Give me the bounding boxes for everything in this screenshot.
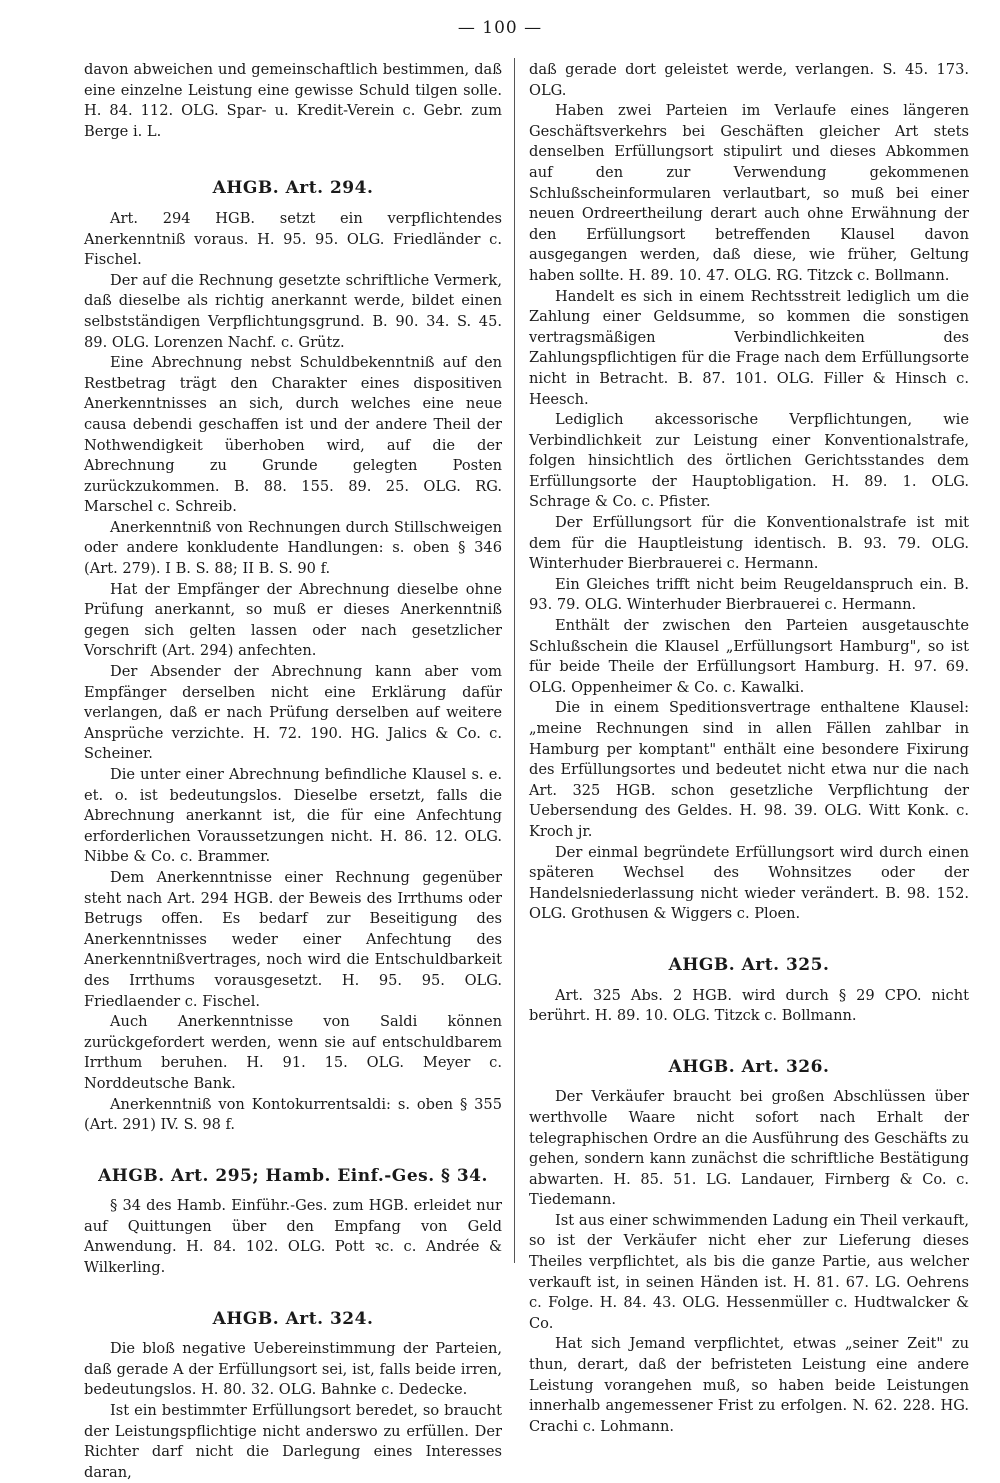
paragraph: Der auf die Rechnung gesetzte schriftliche Vermerk, daß dieselbe als richtig anerkannt werde, bildet einen selbstständigen Verpflichtungsgrund. B. 90. 34. S. 45. 89. OLG. Lorenzen Nachf. c. Grütz. <box>84 271 502 351</box>
paragraph: Ein Gleiches trifft nicht beim Reugeldanspruch ein. B. 93. 79. OLG. Winterhuder Bierbrauerei c. Hermann. <box>529 575 969 614</box>
paragraph: Hat der Empfänger der Abrechnung dieselbe ohne Prüfung anerkannt, so muß er dieses Anerkenntniß gegen sich gelten lassen oder nach gesetzlicher Vorschrift (Art. 294) anfechten. <box>84 580 502 660</box>
paragraph: Haben zwei Parteien im Verlaufe eines längeren Geschäftsverkehrs bei Geschäften gleicher Art stets denselben Erfüllungsort stipulirt und dieses Abkommen auf den zur Verwendung gekommenen Schlußscheinformularen verlautbart, so muß bei einer neuen Ordreertheilung derart auch ohne Erwähnung der den Erfüllungsort betreffenden Klausel davon ausgegangen werden, daß diese, wie früher, Geltung haben sollte. H. 89. 10. 47. OLG. RG. Titzck c. Bollmann. <box>529 102 969 284</box>
paragraph: daß gerade dort geleistet werde, verlangen. S. 45. 173. OLG. <box>529 61 969 99</box>
paragraph: Eine Abrechnung nebst Schuldbekenntniß auf den Restbetrag trägt den Charakter eines dispositiven Anerkenntnisses an sich, durch welches eine neue causa debendi geschaffen ist und der andere Theil der Nothwendigkeit überhoben wird, auf die der Abrechnung zu Grunde gelegten Posten zurückzukommen. B. 88. 155. 89. 25. OLG. RG. Marschel c. Schreib. <box>84 354 502 516</box>
paragraph: § 34 des Hamb. Einführ.-Ges. zum HGB. erleidet nur auf Quittungen über den Empfang von Geld Anwendung. H. 84. 102. OLG. Pott ꝛc. c. Andrée & Wilkerling. <box>84 1197 502 1277</box>
paragraph: Die unter einer Abrechnung befindliche Klausel s. e. et. o. ist bedeutungslos. Dieselbe ersetzt, falls die Abrechnung anerkannt ist, die für eine Anfechtung erforderlichen Voraussetzungen nicht. H. 86. 12. OLG. Nibbe & Co. c. Brammer. <box>84 766 502 866</box>
section-heading: AHGB. Art. 294. <box>212 178 374 199</box>
paragraph: Enthält der zwischen den Parteien ausgetauschte Schlußschein die Klausel „Erfüllungsort Hamburg", so ist für beide Theile der Erfüllungsort Hamburg. H. 97. 69. OLG. Oppenheimer & Co. c. Kawalki. <box>529 617 969 696</box>
paragraph: Die in einem Speditionsvertrage enthaltene Klausel: „meine Rechnungen sind in allen Fällen zahlbar in Hamburg per komptant" enthält eine besondere Fixirung des Erfüllungsortes und bedeutet nicht etwa nur die nach Art. 325 HGB. schon gesetzliche Verpflichtung der Uebersendung des Geldes. H. 98. 39. OLG. Witt Konk. c. Kroch jr. <box>529 699 969 840</box>
paragraph: Lediglich akcessorische Verpflichtungen, wie Verbindlichkeit zur Leistung einer Konventionalstrafe, folgen hinsichtlich des örtlichen Gerichtsstandes dem Erfüllungsorte der Hauptobligation. H. 89. 1. OLG. Schrage & Co. c. Pfister. <box>529 411 969 511</box>
paragraph: Handelt es sich in einem Rechtsstreit lediglich um die Zahlung einer Geldsumme, so kommen die sonstigen vertragsmäßigen Verbindlichkeiten des Zahlungspflichtigen für die Frage nach dem Erfüllungsorte nicht in Betracht. B. 87. 101. OLG. Filler & Hinsch c. Heesch. <box>529 287 969 408</box>
left-column <box>84 60 502 1483</box>
paragraph: Der Verkäufer braucht bei großen Abschlüssen über werthvolle Waare nicht sofort nach Erhalt der telegraphischen Ordre an die Ausführung des Geschäfts zu gehen, sondern kann zunächst die schriftliche Bestätigung abwarten. H. 85. 51. LG. Landauer, Firnberg & Co. c. Tiedemann. <box>529 1088 969 1209</box>
paragraph: Der einmal begründete Erfüllungsort wird durch einen späteren Wechsel des Wohnsitzes oder der Handelsniederlassung nicht wieder verändert. B. 98. 152. OLG. Grothusen & Wiggers c. Ploen. <box>529 843 969 923</box>
paragraph: Dem Anerkenntnisse einer Rechnung gegenüber steht nach Art. 294 HGB. der Beweis des Irrthums oder Betrugs offen. Es bedarf zur Beseitigung des Anerkenntnisses weder einer Anfechtung des Anerkenntnißvertrages, noch wird die Entschuldbarkeit des Irrthums vorausgesetzt. H. 95. 95. OLG. Friedlaender c. Fischel. <box>84 868 502 1010</box>
paragraph: Ist ein bestimmter Erfüllungsort beredet, so braucht der Leistungspflichtige nicht anderswo zu erfüllen. Der Richter darf nicht die Darlegung eines Interesses daran, <box>84 1402 502 1481</box>
section-heading: AHGB. Art. 295; Hamb. Einf.-Ges. § 34. <box>98 1165 488 1186</box>
section-heading: AHGB. Art. 324. <box>212 1308 374 1329</box>
paragraph: Anerkenntniß von Kontokurrentsaldi: s. oben § 355 (Art. 291) IV. S. 98 f. <box>84 1095 502 1134</box>
paragraph: Der Absender der Abrechnung kann aber vom Empfänger derselben nicht eine Erklärung dafür verlangen, daß er nach Prüfung derselben auf weitere Ansprüche verzichte. H. 72. 190. HG. Jalics & Co. c. Scheiner. <box>84 663 502 763</box>
paragraph: davon abweichen und gemeinschaftlich bestimmen, daß eine einzelne Leistung eine gewisse Schuld tilgen solle. H. 84. 112. OLG. Spar- u. Kredit-Verein c. Gebr. zum Berge i. L. <box>84 61 502 140</box>
paragraph: Hat sich Jemand verpflichtet, etwas „seiner Zeit" zu thun, derart, daß der befristeten Leistung eine andere Leistung vorangehen muß, so haben beide Leistungen innerhalb angemessener Frist zu erfolgen. N. 62. 228. HG. Crachi c. Lohmann. <box>529 1335 969 1435</box>
paragraph: Ist aus einer schwimmenden Ladung ein Theil verkauft, so ist der Verkäufer nicht eher zur Lieferung dieses Theiles verpflichtet, als bis die ganze Partie, aus welcher verkauft ist, in seinen Händen ist. H. 81. 67. LG. Oehrens c. Folge. H. 84. 43. OLG. Hessenmüller c. Hudtwalcker & Co. <box>529 1211 969 1332</box>
paragraph: Art. 294 HGB. setzt ein verpflichtendes Anerkenntniß voraus. H. 95. 95. OLG. Friedländer c. Fischel. <box>84 209 502 269</box>
page-number: — 100 — <box>457 18 543 38</box>
paragraph: Die bloß negative Uebereinstimmung der Parteien, daß gerade A der Erfüllungsort sei, ist, falls beide irren, bedeutungslos. H. 80. 32. OLG. Bahnke c. Dedecke. <box>84 1340 502 1399</box>
column-divider <box>514 58 515 1263</box>
paragraph: Auch Anerkenntnisse von Saldi können zurückgefordert werden, wenn sie auf entschuldbarem Irrthum beruhen. H. 91. 15. OLG. Meyer c. Norddeutsche Bank. <box>84 1013 502 1092</box>
paragraph: Der Erfüllungsort für die Konventionalstrafe ist mit dem für die Hauptleistung identisch. B. 93. 79. OLG. Winterhuder Bierbrauerei c. Hermann. <box>529 514 969 573</box>
section-heading: AHGB. Art. 325. <box>668 954 830 975</box>
right-column <box>529 60 969 1437</box>
section-heading: AHGB. Art. 326. <box>668 1056 830 1077</box>
paragraph: Anerkenntniß von Rechnungen durch Stillschweigen oder andere konkludente Handlungen: s. oben § 346 (Art. 279). I B. S. 88; II B. S. 90 f. <box>84 518 502 578</box>
paragraph: Art. 325 Abs. 2 HGB. wird durch § 29 CPO. nicht berührt. H. 89. 10. OLG. Titzck c. Bollmann. <box>529 986 969 1025</box>
